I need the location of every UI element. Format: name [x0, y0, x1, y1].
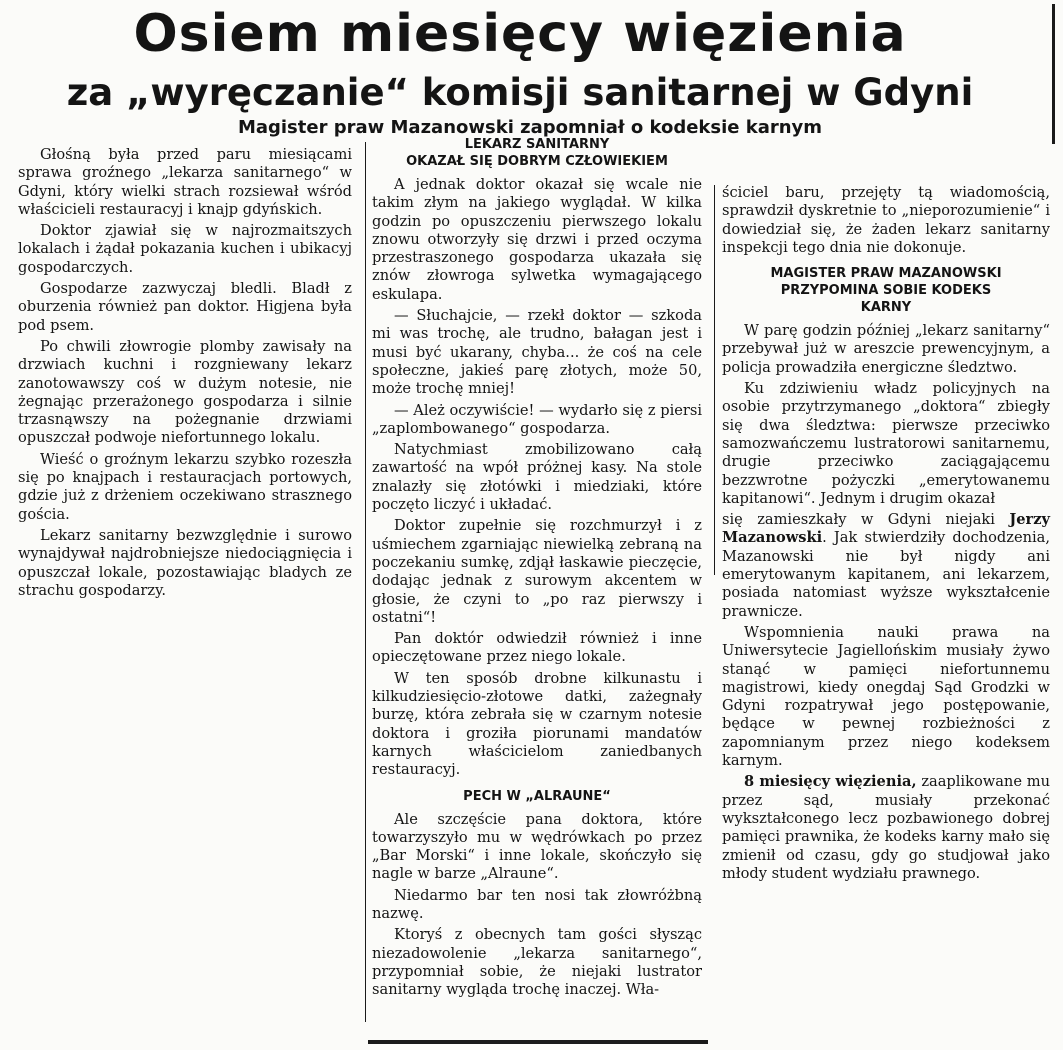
paragraph: Doktor zjawiał się w najrozmaitszych lokalach i żądał pokazania kuchen i ubikacyj gospodarczych.: [18, 222, 352, 276]
subhead-line: KARNY: [860, 300, 912, 316]
paragraph: Gospodarze zazwyczaj bledli. Bladł z oburzenia również pan doktor. Higjena była pod psem.: [18, 280, 352, 334]
paragraph: A jednak doktor okazał się wcale nie takim złym na jakiego wyglądał. W kilka godzin po opuszczeniu pierwszego lokalu znowu otworzyły się drzwi i przed oczyma przestraszonego gospodarza ukazała się znów złowroga sylwetka wymagającego eskulapa.: [372, 176, 702, 303]
column-3: [722, 184, 1050, 883]
subhead-line: OKAZAŁ SIĘ DOBRYM CZŁOWIEKIEM: [406, 154, 668, 169]
paragraph: W parę godzin później „lekarz sanitarny“ przebywał już w areszcie prewencyjnym, a policja prowadziła energiczne śledztwo.: [722, 322, 1050, 376]
paragraph: Ale szczęście pana doktora, które towarzyszyło mu w wędrówkach po przez „Bar Morski“ i inne lokale, skończyło się nagle w barze „Alraune“.: [372, 810, 702, 883]
paragraph: — Ależ oczywiście! — wydarło się z piersi „zaplombowanego“ gospodarza.: [372, 401, 702, 437]
paragraph: [722, 511, 1050, 621]
paragraph: Ku zdziwieniu władz policyjnych na osobie przytrzymanego „doktora“ zbiegły się dwa śledztwa: pierwsze przeciwko samozwańczemu lustratorowi sanitarnemu, drugie przeciwko zaciągającemu bezzwrotne pożyczki „emerytowanemu kapitanowi“. Jednym i drugim okazał: [722, 380, 1050, 507]
paragraph: Wieść o groźnym lekarzu szybko rozeszła się po knajpach i restauracjach portowych, gdzie już z drżeniem oczekiwano strasznego gościa.: [18, 450, 352, 523]
paragraph: Wspomnienia nauki prawa na Uniwersytecie Jagiellońskim musiały żywo stanąć w pamięci niefortunnemu magistrowi, kiedy onegdaj Sąd Grodzki w Gdyni rozpatrywał jego postępowanie, będące w pewnej rozbieżności z zapomnianym przez niego kodeksem karnym.: [722, 623, 1050, 770]
subhead-pech: PECH W „ALRAUNE“: [463, 788, 611, 804]
person-name: Jerzy Mazanowski: [722, 511, 1050, 547]
text-run: . Jak stwierdziły dochodzenia, Mazanowski nie był nigdy ani emerytowanym kapitanem, ani lekarzem, posiada natomiast wyższe wykształcenie prawnicze.: [722, 529, 1050, 620]
subhead-line: MAGISTER PRAW MAZANOWSKI: [770, 266, 1002, 282]
sentence-highlight: 8 miesięcy więzienia,: [744, 773, 917, 791]
subhead-line: PRZYPOMINA SOBIE KODEKS: [780, 283, 992, 299]
column-rule-2: [714, 185, 715, 575]
paragraph: Pan doktór odwiedził również i inne opieczętowane przez niego lokale.: [372, 630, 702, 666]
paragraph: Niedarmo bar ten nosi tak złowróżbną nazwę.: [372, 886, 702, 922]
paragraph: [722, 773, 1050, 883]
bottom-rule: [368, 1040, 708, 1044]
paragraph: W ten sposób drobne kilkunastu i kilkudziesięcio-złotowe datki, zażegnały burzę, która zebrała się w czarnym notesie doktora i groziła piorunami mandatów karnych właścicielom zaniedbanych restauracyj.: [372, 669, 702, 779]
subhead-line: LEKARZ SANITARNY: [464, 137, 610, 152]
paragraph: Po chwili złowrogie plomby zawisały na drzwiach kuchni i rozgniewany lekarz zanotowawszy coś w dużym notesie, nie żegnając przerażonego gospodarza i silnie trzasnąwszy na pożegnanie drzwiami opuszczał podwoje niefortunnego lokalu.: [18, 337, 352, 447]
right-edge-rule: [1052, 4, 1055, 144]
paragraph: Natychmiast zmobilizowano całą zawartość na wpół próżnej kasy. Na stole znalazły się złotówki i miedziaki, które poczęto liczyć i układać.: [372, 441, 702, 514]
subheadline: za „wyręczanie“ komisji sanitarnej w Gdyni: [66, 71, 974, 114]
paragraph: Doktor zupełnie się rozchmurzył i z uśmiechem zgarniając niewielką zebraną na poczekaniu sumkę, zdjął łaskawie pieczęcie, dodając jednak z surowym akcentem w głosie, że czyni to „po raz pierwszy i ostatni“!: [372, 517, 702, 626]
headline: Osiem miesięcy więzienia: [133, 4, 907, 64]
deck: Magister praw Mazanowski zapomniał o kodeksie karnym: [237, 117, 823, 138]
text-run: zaaplikowane mu przez sąd, musiały przekonać wykształconego lecz pozbawionego dobrej pamięci prawnika, że kodeks karny mało się zmienił od czasu, gdy go studjował jako młody student wydziału prawnego.: [722, 773, 1050, 882]
text-run: się zamieszkały w Gdyni niejaki: [722, 511, 1010, 529]
subhead-lekarz: [372, 136, 702, 170]
subhead-magister: [722, 265, 1050, 316]
paragraph: Ktoryś z obecnych tam gości słysząc niezadowolenie „lekarza sanitarnego“, przypomniał sobie, że niejaki lustrator sanitarny wygląda trochę inaczej. Wła-: [372, 926, 702, 999]
column-2: [372, 136, 702, 999]
column-rule-1: [365, 142, 366, 1022]
paragraph: Lekarz sanitarny bezwzględnie i surowo wynajdywał najdrobniejsze niedociągnięcia i opuszczał lokale, pozostawiając bladych ze strachu gospodarzy.: [18, 526, 352, 599]
paragraph: — Słuchajcie, — rzekł doktor — szkoda mi was trochę, ale trudno, bałagan jest i musi być ukarany, chyba... że coś na cele społeczne, jakieś parę złotych, może 50, może trochę mniej!: [372, 307, 702, 398]
column-1: [18, 146, 352, 600]
paragraph: ściciel baru, przejęty tą wiadomością, sprawdził dyskretnie to „nieporozumienie“ i dowiedział się, że żaden lekarz sanitarny inspekcji tego dnia nie dokonuje.: [722, 184, 1050, 256]
paragraph: Głośną była przed paru miesiącami sprawa groźnego „lekarza sanitarnego“ w Gdyni, który wielki strach rozsiewał wśród właścicieli restauracyj i knajp gdyńskich.: [18, 146, 352, 218]
